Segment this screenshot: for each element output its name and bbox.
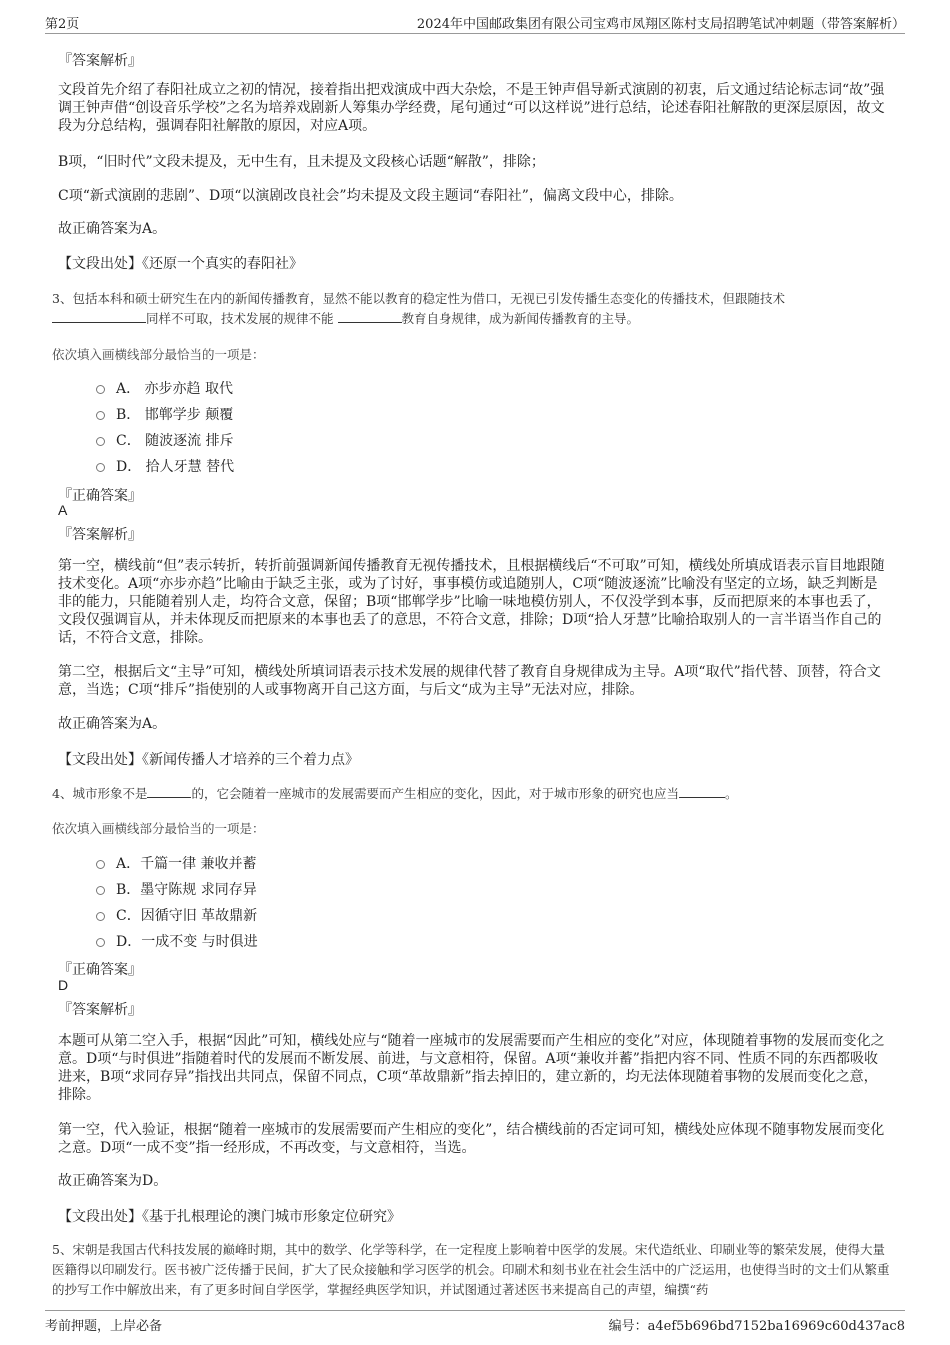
question-text: 。 [724,786,738,801]
source-label: 【文段出处】 [58,256,142,272]
option-label: D． 拾人牙慧 替代 [116,459,235,475]
fill-blank [338,310,402,323]
option-label: B．墨守陈规 求同存异 [116,882,257,898]
correct-answer-value: A [58,502,68,518]
analysis-paragraph: 第一空，横线前“但”表示转折，转折前强调新闻传播教育无视传播技术，且根据横线后“不可取”可知，横线处所填成语表示盲目地跟随技术变化。A项“亦步亦趋”比喻由于缺乏主张，或为了讨好，事事模仿或追随别人，C项“随波逐流”比喻没有坚定的立场，缺乏判断是非的能力，只能随着别人走，均符合文意，保留；B项“邯郸学步”比喻一味地模仿别人，不仅没学到本事，反而把原来的本事也丢了，文段仅强调盲从，并未体现反而把原来的本事也丢了的意思，不符合文意，排除；D项“拾人牙慧”比喻拾取别人的一言半语当作自己的话，不符合文意，排除。 [58,558,885,646]
analysis-paragraph: 故正确答案为A。 [58,221,167,237]
option-label: B． 邯郸学步 颠覆 [116,407,234,423]
analysis-paragraph: 故正确答案为A。 [58,716,167,732]
option-label: A．千篇一律 兼收并蓄 [116,856,257,872]
question-text: 同样不可取，技术发展的规律不能 [146,311,334,326]
option-d[interactable] [96,931,258,951]
option-b[interactable] [96,404,233,424]
option-label: C． 随波逐流 排斥 [116,433,234,449]
radio-icon[interactable] [96,912,105,921]
question-4-text [52,784,897,804]
question-prompt: 依次填入画横线部分最恰当的一项是： [52,821,265,836]
document-id: 编号：a4ef5b696bd7152ba16969c60d437ac8 [608,1319,905,1334]
analysis-label: 『答案解析』 [58,1002,142,1018]
radio-icon[interactable] [96,385,105,394]
question-prompt: 依次填入画横线部分最恰当的一项是： [52,347,265,362]
question-text: 4、城市形象不是 [52,786,148,801]
correct-answer-label: 『正确答案』 [58,488,142,504]
analysis-paragraph: B项，“旧时代”文段未提及，无中生有，且未提及文段核心话题“解散”，排除； [58,154,545,170]
analysis-paragraph: 第一空，代入验证，根据“随着一座城市的发展需要而产生相应的变化”，结合横线前的否定词可知，横线处应体现不随事物发展而变化之意。D项“一成不变”指一经形成，不再改变，与文意相符，当选。 [58,1122,885,1156]
source-label: 【文段出处】 [58,1209,142,1225]
option-a[interactable] [96,853,257,873]
page-number: 第2页 [45,17,80,32]
analysis-paragraph: 故正确答案为D。 [58,1173,168,1189]
option-label: D．一成不变 与时俱进 [116,934,258,950]
footer-slogan: 考前押题，上岸必备 [45,1319,163,1334]
analysis-label: 『答案解析』 [58,527,142,543]
radio-icon[interactable] [96,411,105,420]
fill-blank [679,785,725,798]
option-b[interactable] [96,879,257,899]
page-footer [45,1310,905,1336]
option-d[interactable] [96,456,234,476]
analysis-paragraph: 本题可从第二空入手，根据“因此”可知，横线处应与“随着一座城市的发展需要而产生相应的变化”对应，体现随着事物的发展而变化之意。D项“与时俱进”指随着时代的发展而不断发展、前进，与文意相符，保留。A项“兼收并蓄”指把内容不同、性质不同的东西都吸收进来，B项“求同存异”指找出共同点，保留不同点，C项“革故鼎新”指去掉旧的，建立新的，均无法体现随着事物的发展而变化之意，排除。 [58,1033,885,1103]
option-c[interactable] [96,905,257,925]
source-line [58,749,359,769]
radio-icon[interactable] [96,463,105,472]
option-label: C．因循守旧 革故鼎新 [116,908,258,924]
option-label: A． 亦步亦趋 取代 [116,381,234,397]
source-line [58,1206,401,1226]
analysis-paragraph: 文段首先介绍了春阳社成立之初的情况，接着指出把戏演成中西大杂烩，不是王钟声倡导新式演剧的初衷，后文通过结论标志词“故”强调王钟声借“创设音乐学校”之名为培养戏剧新人筹集办学经费，尾句通过“可以这样说”进行总结，论述春阳社解散的更深层原因，故文段为分总结构，强调春阳社解散的原因，对应A项。 [58,82,885,134]
correct-answer-label: 『正确答案』 [58,962,142,978]
source-title: 《还原一个真实的春阳社》 [142,256,303,272]
question-5-text: 5、宋朝是我国古代科技发展的巅峰时期，其中的数学、化学等科学，在一定程度上影响着中医学的发展。宋代造纸业、印刷业等的繁荣发展，使得大量医籍得以印刷发行。医书被广泛传播于民间，扩大了民众接触和学习医学的机会。印刷术和刻书业在社会生活中的广泛运用，也使得当时的文士们从繁重的抄写工作中解放出来，有了更多时间自学医学，掌握经典医学知识，并试图通过著述医书来提高自己的声望，编撰“药 [52,1242,890,1297]
fill-blank [147,785,191,798]
radio-icon[interactable] [96,938,105,947]
option-c[interactable] [96,430,234,450]
radio-icon[interactable] [96,886,105,895]
source-line [58,253,303,273]
fill-blank [52,310,146,323]
source-title: 《新闻传播人才培养的三个着力点》 [142,752,359,768]
radio-icon[interactable] [96,437,105,446]
source-label: 【文段出处】 [58,752,142,768]
question-text: 的，它会随着一座城市的发展需要而产生相应的变化，因此，对于城市形象的研究也应当 [191,786,679,801]
analysis-label: 『答案解析』 [58,53,142,69]
document-title: 2024年中国邮政集团有限公司宝鸡市凤翔区陈村支局招聘笔试冲刺题（带答案解析） [416,17,905,32]
question-text: 3、包括本科和硕士研究生在内的新闻传播教育，显然不能以教育的稳定性为借口，无视已引发传播生态变化的传播技术，但跟随技术 [52,291,785,306]
page-header [45,10,905,34]
question-3-text [52,289,897,329]
correct-answer-value: D [58,977,69,993]
analysis-paragraph: 第二空，根据后文“主导”可知，横线处所填词语表示技术发展的规律代替了教育自身规律成为主导。A项“取代”指代替、顶替，符合文意，当选；C项“排斥”指使别的人或事物离开自己这方面，与后文“成为主导”无法对应，排除。 [58,664,881,698]
radio-icon[interactable] [96,860,105,869]
source-title: 《基于扎根理论的澳门城市形象定位研究》 [142,1209,401,1225]
option-a[interactable] [96,378,233,398]
analysis-paragraph: C项“新式演剧的悲剧”、D项“以演剧改良社会”均未提及文段主题词“春阳社”，偏离文段中心，排除。 [58,188,683,204]
question-text: 教育自身规律，成为新闻传播教育的主导。 [401,311,640,326]
